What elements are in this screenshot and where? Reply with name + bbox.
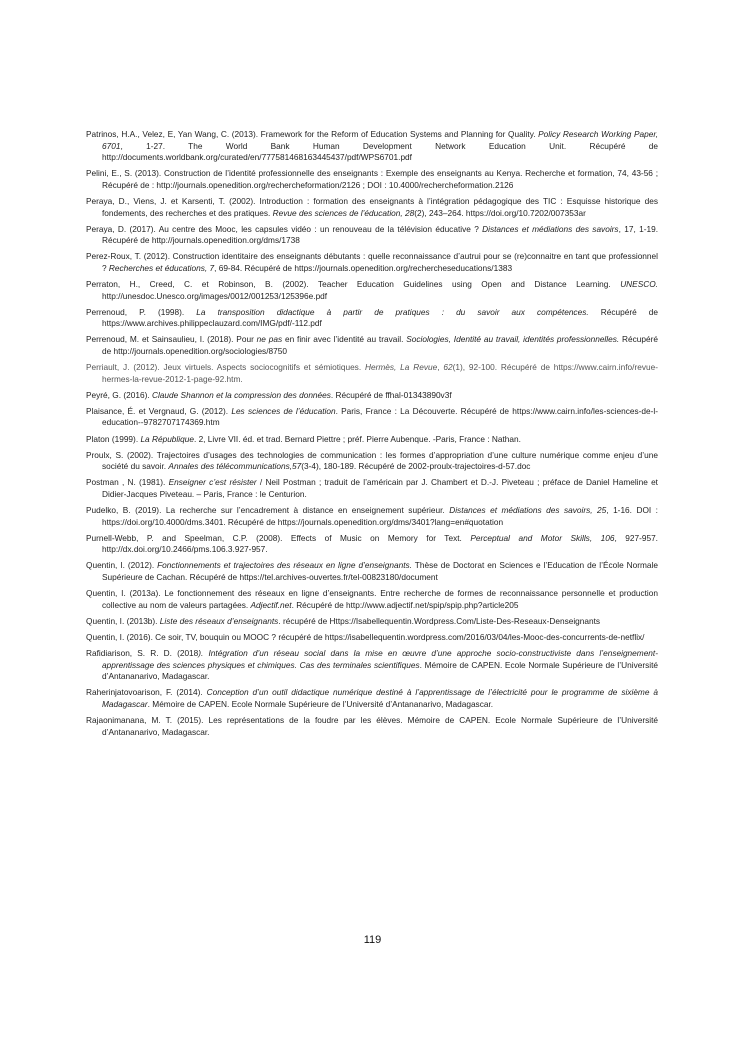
reference-title-italic: Claude Shannon et la compression des données (151, 389, 331, 400)
reference-text: . Paris, France : La Découverte. Récupéré de https://www.cairn.info/les-sciences-de-l-education--9782707174369.htm (102, 405, 658, 428)
reference-entry (86, 632, 658, 644)
reference-text: (3-4), 180-189. Récupéré de 2002-proulx-trajectoires-d-57.doc (301, 461, 531, 472)
reference-text: , 69-84. Récupéré de https://journals.openedition.org/rechercheseducations/1383 (214, 262, 513, 273)
reference-text: Quentin, I. (2013a). Le fonctionnement des réseaux en ligne d’enseignants. Entre recherche de formes de reconnaissance personnelle et production collective au nom de valeurs partagées. (86, 588, 658, 610)
reference-entry (86, 168, 658, 191)
reference-text: Perrenoud, M. et Sainsaulieu, I. (2018). Pour (86, 334, 257, 345)
reference-text: Pudelko, B. (2019). La recherche sur l’encadrement à distance en enseignement supérieur. (86, 505, 450, 516)
reference-entry (86, 477, 658, 500)
reference-text: , 927-957. http://dx.doi.org/10.2466/pms.106.3.927-957. (102, 532, 658, 555)
reference-text: Pelini, E., S. (2013). Construction de l’identité professionnelle des enseignants : Exemple des enseignants au Kenya. Recherche et formation, 74, 43-56 ; Récupéré de : http://journals.openedition.org/rechercheformation/2126 ; DOI : 10.4000/rechercheformation.2126 (86, 168, 658, 190)
reference-text: en finir avec l’identité au travail. (282, 334, 407, 345)
reference-text: Perriault, J. (2012). Jeux virtuels. Aspects sociocognitifs et sémiotiques. (86, 362, 365, 373)
reference-text: Proulx, S. (2002). Trajectoires d’usages des technologies de communication : les formes d’appropriation d’une culture numérique comme enjeu d’une société du savoir. (86, 449, 658, 472)
reference-title-italic: Perceptual and Motor Skills, 106 (470, 532, 615, 543)
reference-entry (86, 715, 658, 738)
reference-text: , 1-16. DOI : https://doi.org/10.4000/dms.3401. Récupéré de https://journals.openedition.org/dms/3401?lang=en#quotation (102, 505, 658, 527)
reference-entry (86, 406, 658, 429)
reference-entry (86, 560, 658, 583)
reference-text: Peraya, D. (2017). Au centre des Mooc, les capsules vidéo : un renouveau de la télévision éducative ? (86, 223, 483, 234)
reference-entry (86, 129, 658, 164)
reference-text: (1), 92-100. Récupéré de https://www.cairn.info/revue-hermes-la-revue-2012-1-page-92.htm. (102, 362, 658, 384)
reference-text: (2), 243–264. https://doi.org/10.7202/007353ar (414, 207, 586, 218)
reference-title-italic: Annales des télécommunications,57 (168, 461, 302, 472)
reference-text: Récupéré de https://www.archives.philippeclauzard.com/IMG/pdf/-112.pdf (102, 306, 658, 329)
reference-title-italic: Conception d’un outil didactique numérique destiné à l’apprentissage de l’électricité pour le programme de sixième à Madagascar (102, 687, 658, 709)
reference-title-italic: Sociologies, Identité au travail, identités professionnelles. (406, 334, 620, 345)
reference-title-italic: Revue des sciences de l’éducation, 28 (272, 207, 415, 218)
reference-text: Platon (1999). (86, 433, 141, 444)
reference-text: Quentin, I. (2013b). (86, 615, 160, 626)
reference-title-italic: La République (140, 433, 194, 444)
reference-text: Raherinjatovoarison, F. (2014). (86, 687, 207, 698)
reference-title-italic: Policy Research Working Paper, 6701 (102, 129, 658, 151)
reference-entry (86, 687, 658, 710)
reference-entry (86, 251, 658, 274)
reference-title-italic: Enseigner c’est résister (168, 477, 257, 488)
reference-text: Rafidiarison, S. R. D. (2018 (86, 647, 199, 658)
reference-entry (86, 224, 658, 247)
reference-text: Peraya, D., Viens, J. et Karsenti, T. (2002). Introduction : formation des enseignants à l’intégration pédagogique des TIC : Esquisse historique des fondements, des recherches et des pratiques. (86, 195, 658, 218)
reference-title-italic: UNESCO. (620, 279, 658, 290)
reference-text: / Neil Postman ; traduit de l’américain par J. Chambert et D.-J. Piveteau ; préface de Daniel Hameline et Didier-Jacques Piveteau. – Paris, France : le Centurion. (102, 477, 658, 499)
reference-text: Quentin, I. (2012). (86, 560, 158, 571)
reference-entry (86, 434, 658, 446)
reference-title-italic: ne pas (256, 334, 283, 345)
reference-title-italic: Hermès, La Revue (364, 362, 438, 373)
reference-entry (86, 648, 658, 683)
reference-text: Récupéré de http://journals.openedition.org/sociologies/8750 (102, 334, 658, 356)
page-number: 119 (363, 934, 382, 946)
reference-entry (86, 362, 658, 385)
reference-entry (86, 390, 658, 402)
reference-text: Plaisance, É. et Vergnaud, G. (2012). (86, 405, 232, 416)
reference-text: Quentin, I. (2016). Ce soir, TV, bouquin ou MOOC ? récupéré de https://isabellequentin.wordpress.com/2016/03/04/les-Mooc-des-concurrents-de-netflix/ (86, 631, 645, 642)
reference-text: , 17, 1-19. Récupéré de http://journals.openedition.org/dms/1738 (102, 223, 658, 246)
reference-text: Perez-Roux, T. (2012). Construction identitaire des enseignants débutants : quelle reconnaissance d’autrui pour se (re)connaitre en tant que professionnel ? (86, 251, 658, 273)
reference-title-italic: Fonctionnements et trajectoires des réseaux en ligne d’enseignants. (157, 560, 412, 571)
reference-text: . récupéré de Https://Isabellequentin.Wordpress.Com/Liste-Des-Reseaux-Denseignants (278, 615, 601, 626)
reference-entry (86, 279, 658, 302)
reference-title-italic: Recherches et éducations, 7 (108, 262, 215, 273)
reference-text: Peyré, G. (2016). (86, 389, 152, 400)
reference-text: Perrenoud, P. (1998). (86, 306, 197, 317)
reference-title-italic: 62 (443, 362, 453, 373)
reference-title-italic: La transposition didactique à partir de pratiques : du savoir aux compétences. (196, 306, 589, 317)
reference-text: Rajaonimanana, M. T. (2015). Les représentations de la foudre par les élèves. Mémoire de CAPEN. Ecole Normale Supérieure de l’Université d’Antananarivo, Madagascar. (86, 714, 658, 737)
reference-text: , 1-27. The World Bank Human Development Network Education Unit. Récupéré de http://documents.worldbank.org/curated/en/777581468163445437/pdf/WPS6701.pdf (102, 140, 658, 163)
reference-text: Perraton, H., Creed, C. et Robinson, B. (2002). Teacher Education Guidelines using Open and Distance Learning. (86, 279, 621, 290)
reference-entry (86, 334, 658, 357)
reference-entry (86, 588, 658, 611)
reference-title-italic: Adjectif.net (250, 599, 292, 610)
reference-text: http://unesdoc.Unesco.org/images/0012/001253/125396e.pdf (102, 290, 328, 301)
bibliography-list (86, 129, 658, 743)
reference-entry (86, 196, 658, 219)
reference-entry (86, 450, 658, 473)
reference-text: . Mémoire de CAPEN. Ecole Normale Supérieure de l’Université d’Antananarivo, Madagascar. (147, 698, 494, 709)
reference-title-italic: Liste des réseaux d’enseignants (159, 615, 279, 626)
reference-title-italic: Distances et médiations des savoirs, 25 (449, 505, 607, 516)
reference-entry (86, 533, 658, 556)
reference-text: Thèse de Doctorat en Sciences e l’Education de l’École Normale Supérieure de Cachan. Récupéré de https://tel.archives-ouvertes.fr/tel-00823180/document (102, 560, 658, 582)
reference-text: . Mémoire de CAPEN. Ecole Normale Supérieure de l’Université d’Antananarivo, Madagascar. (102, 659, 659, 682)
reference-entry (86, 505, 658, 528)
reference-title-italic: Distances et médiations des savoirs (482, 223, 619, 234)
reference-text: Postman , N. (1981). (86, 477, 169, 488)
reference-text: Patrinos, H.A., Velez, E, Yan Wang, C. (2013). Framework for the Reform of Education Systems and Planning for Quality. (86, 129, 539, 139)
reference-entry (86, 616, 658, 628)
reference-text: , (437, 362, 444, 373)
reference-entry (86, 307, 658, 330)
reference-title-italic: ). Intégration d’un réseau social dans la mise en œuvre d’une approche socio-constructiviste dans l’enseignement-apprentissage des sciences physiques et chimiques. Cas des terminales scientifiques (102, 647, 658, 670)
reference-title-italic: Les sciences de l’éducation (231, 405, 336, 416)
reference-text: . Récupéré de http://www.adjectif.net/spip/spip.php?article205 (291, 599, 519, 610)
reference-text: . 2, Livre VII. éd. et trad. Bernard Piettre ; préf. Pierre Aubenque. -Paris, France : Nathan. (193, 433, 521, 444)
reference-text: . Récupéré de ffhal-01343890v3f (330, 389, 452, 400)
reference-text: Purnell-Webb, P. and Speelman, C.P. (2008). Effects of Music on Memory for Text. (86, 532, 471, 543)
